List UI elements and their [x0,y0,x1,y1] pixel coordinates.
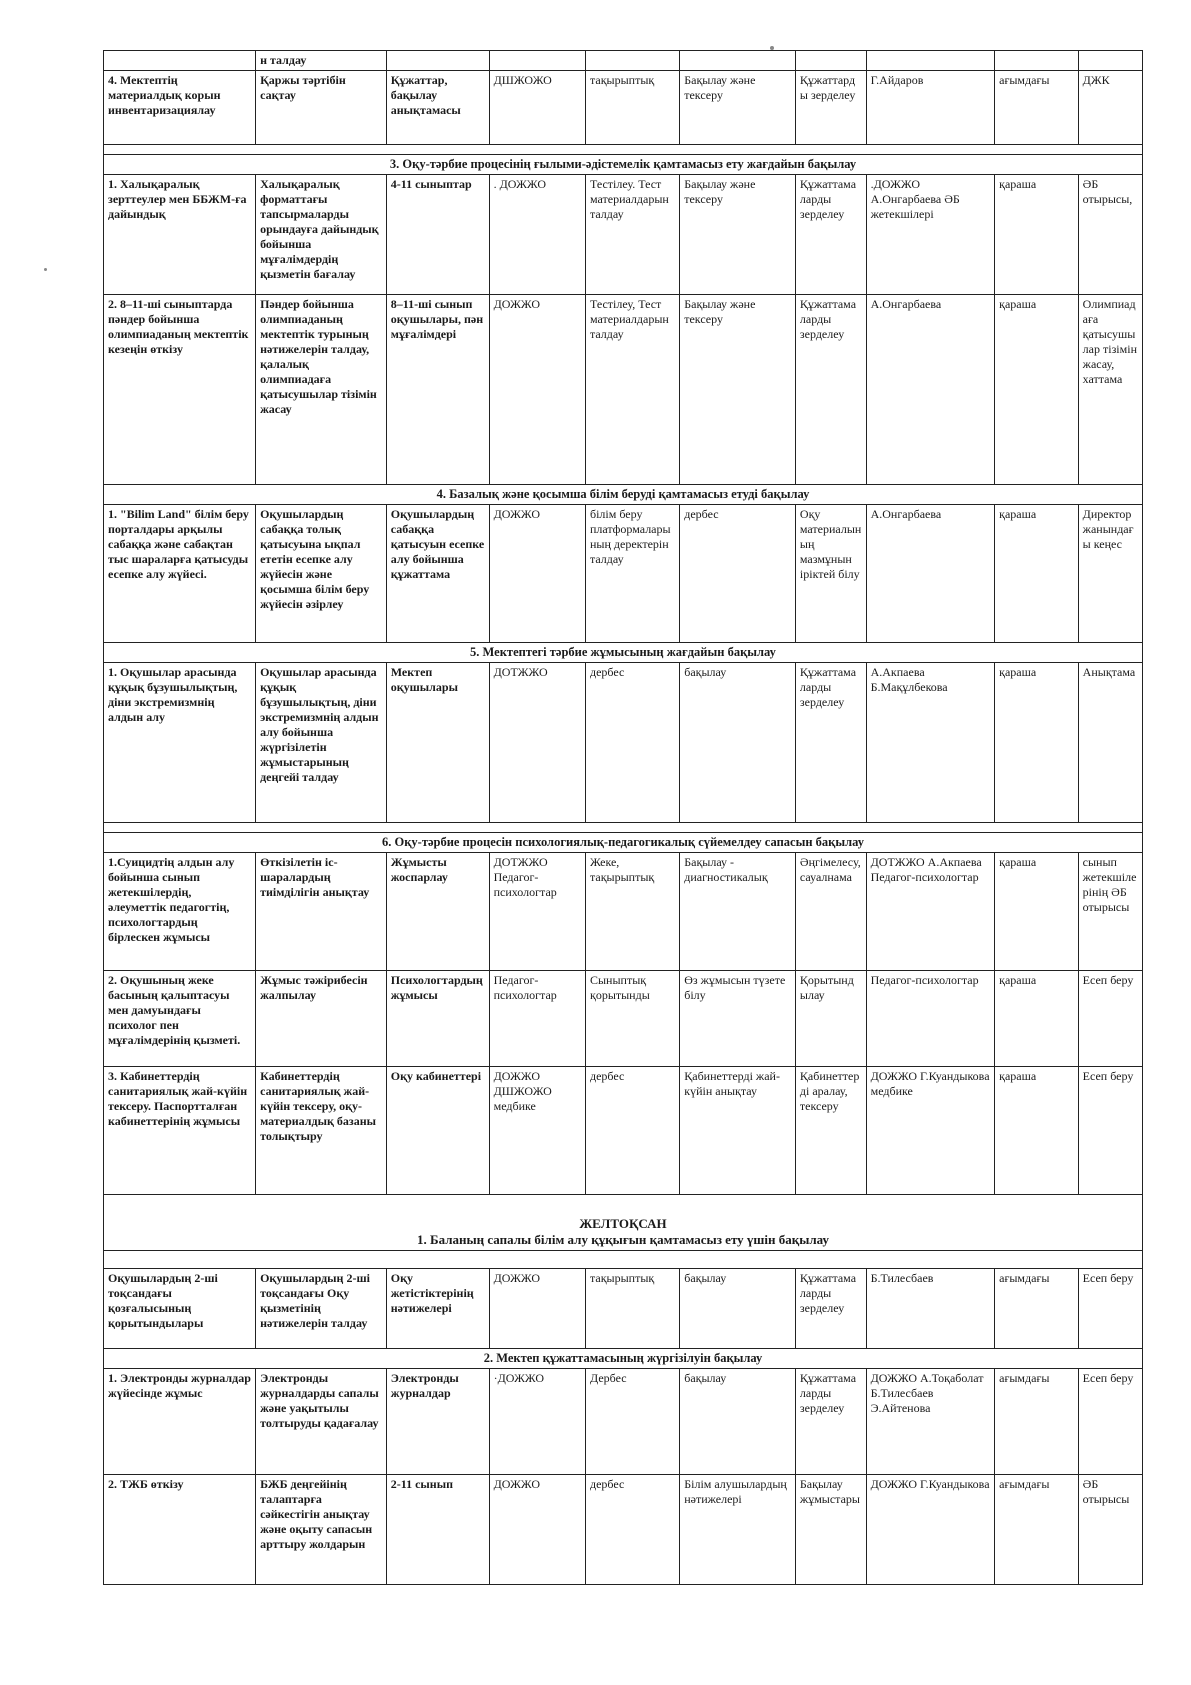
table-cell: бақылау [680,663,796,823]
table-row [104,1269,1143,1349]
table-cell: дербес [585,1475,679,1585]
table-cell: Оқушылар арасында құқық бұзушылықтың, діни экстремизмнің алдын алу бойынша жүргізілетін жұмыстарының деңгейі талдау [256,663,387,823]
table-cell: ДОЖЖО ДШЖОЖО медбике [489,1067,585,1195]
table-row [104,175,1143,295]
table-cell: ДШЖОЖО [489,71,585,145]
section-title: 2. Мектеп құжаттамасының жүргізілуін бақылау [104,1349,1143,1369]
table-cell: Г.Айдаров [866,71,995,145]
table-cell: ДОТЖЖО А.Акпаева Педагог-психологтар [866,853,995,971]
table-cell: БЖБ деңгейінің талаптарға сәйкестігін анықтау және оқыту сапасын арттыру жолдарын [256,1475,387,1585]
planning-table-sheet [103,50,1143,1585]
table-cell: білім беру платформаларының деректерін талдау [585,505,679,643]
section-header-row [104,643,1143,663]
table-cell: Құжаттамаларды зерделеу [795,1269,866,1349]
spacer-row [104,1251,1143,1269]
table-cell: Бақылау жұмыстары [795,1475,866,1585]
table-cell: Есеп беру [1078,1067,1142,1195]
table-cell: Құжаттамаларды зерделеу [795,295,866,485]
month-header-row [104,1195,1143,1251]
table-cell: ДОЖЖО Г.Куандыкова медбике [866,1067,995,1195]
table-cell: Оқушылардың 2-ші тоқсандағы Оқу қызметінің нәтижелерін талдау [256,1269,387,1349]
table-cell: ағымдағы [995,71,1079,145]
table-cell: ДОЖЖО [489,505,585,643]
control-plan-table [103,50,1143,1585]
table-cell: қараша [995,971,1079,1067]
section-header-row [104,833,1143,853]
table-cell: Құжаттамаларды зерделеу [795,663,866,823]
spacer-row [104,823,1143,833]
table-cell: Жұмысты жоспарлау [386,853,489,971]
table-cell: Психологтардың жұмысы [386,971,489,1067]
table-cell: 1. "Bilim Land" білім беру порталдары арқылы сабаққа және сабақтан тыс шараларға қатысуды есепке алу жүйесі. [104,505,256,643]
table-cell: ағымдағы [995,1475,1079,1585]
table-cell: А.Онгарбаева [866,295,995,485]
table-cell: бақылау [680,1369,796,1475]
table-cell: Пәндер бойынша олимпиаданың мектептік турының нәтижелерін талдау, қалалық олимпиадаға қатысушылар тізімін жасау [256,295,387,485]
spacer-row [104,145,1143,155]
month-name: ЖЕЛТОҚСАН [579,1215,667,1231]
table-cell: Бақылау - диагностикалық [680,853,796,971]
table-cell: 2. ТЖБ өткізу [104,1475,256,1585]
table-cell: қараша [995,505,1079,643]
table-cell: дербес [585,1067,679,1195]
table-cell: Құжаттамаларды зерделеу [795,175,866,295]
table-row [104,1369,1143,1475]
section-title: 3. Оқу-тәрбие процесінің ғылыми-әдістемелік қамтамасыз ету жағдайын бақылау [104,155,1143,175]
table-cell: Есеп беру [1078,1269,1142,1349]
table-cell: Өз жұмысын түзете білу [680,971,796,1067]
section-header-row [104,1349,1143,1369]
table-cell: 1. Оқушылар арасында құқық бұзушылықтың, діни экстремизмнің алдын алу [104,663,256,823]
table-cell: сынып жетекшілерінің ӘБ отырысы [1078,853,1142,971]
table-cell: 1. Электронды журналдар жүйесінде жұмыс [104,1369,256,1475]
table-cell: ДОЖЖО Г.Куандыкова [866,1475,995,1585]
table-cell: Әңгімелесу, сауалнама [795,853,866,971]
table-cell: Бақылау және тексеру [680,71,796,145]
table-cell: 1.Суицидтің алдын алу бойынша сынып жетекшілердің, әлеуметтік педагогтің, психологтардың бірлескен жұмысы [104,853,256,971]
table-row [104,51,1143,71]
table-cell: тақырыптық [585,71,679,145]
table-cell: Директор жанындағы кеңес [1078,505,1142,643]
table-cell: қараша [995,853,1079,971]
table-cell: Өткізілетін іс-шаралардың тиімділігін анықтау [256,853,387,971]
table-cell: 4-11 сыныптар [386,175,489,295]
table-cell: . ДОЖЖО [489,175,585,295]
table-cell: ағымдағы [995,1369,1079,1475]
table-cell: тақырыптық [585,1269,679,1349]
table-cell: 2. Оқушының жеке басының қалыптасуы мен дамуындағы психолог пен мұғалімдерінің қызметі. [104,971,256,1067]
table-cell: ағымдағы [995,1269,1079,1349]
table-cell: Оқушылардың сабаққа толық қатысуына ықпал ететін есепке алу жүйесін және қосымша білім беру жүйесін әзірлеу [256,505,387,643]
table-cell: 2-11 сынып [386,1475,489,1585]
table-cell: Тестілеу, Тест материалдарын талдау [585,295,679,485]
section-header-row [104,485,1143,505]
table-cell: ДОЖЖО А.Тоқаболат Б.Тилесбаев Э.Айтенова [866,1369,995,1475]
table-cell: Құжаттар, бақылау анықтамасы [386,71,489,145]
table-cell: Мектеп оқушылары [386,663,489,823]
table-cell: н талдау [256,51,387,71]
section-title: 5. Мектептегі тәрбие жұмысының жағдайын бақылау [104,643,1143,663]
table-cell: Анықтама [1078,663,1142,823]
table-cell: дербес [585,663,679,823]
section-title: 1. Баланың сапалы білім алу құқығын қамтамасыз ету үшін бақылау [416,1231,830,1247]
table-cell: Қабинеттерді аралау, тексеру [795,1067,866,1195]
month-title [104,1195,1143,1251]
table-cell: Сыныптық қорытынды [585,971,679,1067]
table-cell: ·ДОЖЖО [489,1369,585,1475]
table-cell: ДОТЖЖО [489,663,585,823]
table-cell: Оқу материалының мазмұнын іріктей білу [795,505,866,643]
table-cell: Бақылау және тексеру [680,175,796,295]
table-cell: .ДОЖЖО А.Онгарбаева ӘБ жетекшілері [866,175,995,295]
table-cell: Электронды журналдарды сапалы және уақытылы толтыруды қадағалау [256,1369,387,1475]
table-cell: Электронды журналдар [386,1369,489,1475]
table-row [104,1067,1143,1195]
table-cell: 3. Кабинеттердің санитариялық жай-күйін тексеру. Паспортталған кабинеттерінің жұмысы [104,1067,256,1195]
table-cell: ДОЖЖО [489,295,585,485]
table-row [104,971,1143,1067]
table-cell: 2. 8–11-ші сыныптарда пәндер бойынша олимпиаданың мектептік кезеңін өткізу [104,295,256,485]
table-cell: ӘБ отырысы, [1078,175,1142,295]
table-cell: Педагог-психологтар [489,971,585,1067]
table-cell: Жеке, тақырыптық [585,853,679,971]
table-row [104,1475,1143,1585]
section-title: 6. Оқу-тәрбие процесін психологиялық-педагогикалық сүйемелдеу сапасын бақылау [104,833,1143,853]
table-cell: Қаржы тәртібін сақтау [256,71,387,145]
table-cell: Білім алушылардың нәтижелері [680,1475,796,1585]
table-cell: қараша [995,1067,1079,1195]
table-cell: Педагог-психологтар [866,971,995,1067]
table-cell: А.Акпаева Б.Мақұлбекова [866,663,995,823]
table-cell: ӘБ отырысы [1078,1475,1142,1585]
table-cell: Тестілеу. Тест материалдарын талдау [585,175,679,295]
table-cell: Құжаттамаларды зерделеу [795,1369,866,1475]
table-cell: Кабинеттердің санитариялық жай-күйін тексеру, оқу-материалдық базаны толықтыру [256,1067,387,1195]
table-cell: Есеп беру [1078,1369,1142,1475]
table-cell: Дербес [585,1369,679,1475]
table-cell: Оқушылардың 2-ші тоқсандағы қозғалысының қорытындылары [104,1269,256,1349]
scan-speck [44,268,47,271]
table-cell: бақылау [680,1269,796,1349]
table-cell: 8–11-ші сынып оқушылары, пән мұғалімдері [386,295,489,485]
table-cell: Құжаттарды зерделеу [795,71,866,145]
table-cell: ДОЖЖО [489,1269,585,1349]
table-cell: Бақылау және тексеру [680,295,796,485]
table-row [104,505,1143,643]
table-row [104,663,1143,823]
table-cell: ДОТЖЖО Педагог-психологтар [489,853,585,971]
table-cell: 1. Халықаралық зерттеулер мен ББЖМ-ға дайындық [104,175,256,295]
table-cell: қараша [995,663,1079,823]
table-cell: ДОЖЖО [489,1475,585,1585]
section-header-row [104,155,1143,175]
table-cell: Халықаралық форматтағы тапсырмаларды орындауға дайындық бойынша мұғалімдердің қызметін бағалау [256,175,387,295]
table-cell: Жұмыс тәжірибесін жалпылау [256,971,387,1067]
table-cell: 4. Мектептің материалдық корын инвентаризациялау [104,71,256,145]
table-cell: Қорытындылау [795,971,866,1067]
table-row [104,853,1143,971]
table-cell: Есеп беру [1078,971,1142,1067]
section-title: 4. Базалық және қосымша білім беруді қамтамасыз етуді бақылау [104,485,1143,505]
table-cell: Қабинеттерді жай-күйін анықтау [680,1067,796,1195]
table-cell: қараша [995,295,1079,485]
table-cell: Оқу жетістіктерінің нәтижелері [386,1269,489,1349]
table-cell: Оқу кабинеттері [386,1067,489,1195]
table-cell: қараша [995,175,1079,295]
table-cell: Б.Тилесбаев [866,1269,995,1349]
table-cell: Оқушылардың сабаққа қатысуын есепке алу бойынша құжаттама [386,505,489,643]
table-cell: дербес [680,505,796,643]
table-row [104,295,1143,485]
table-row [104,71,1143,145]
table-cell: А.Онгарбаева [866,505,995,643]
table-cell: Олимпиадаға қатысушылар тізімін жасау, хаттама [1078,295,1142,485]
table-cell: ДЖК [1078,71,1142,145]
